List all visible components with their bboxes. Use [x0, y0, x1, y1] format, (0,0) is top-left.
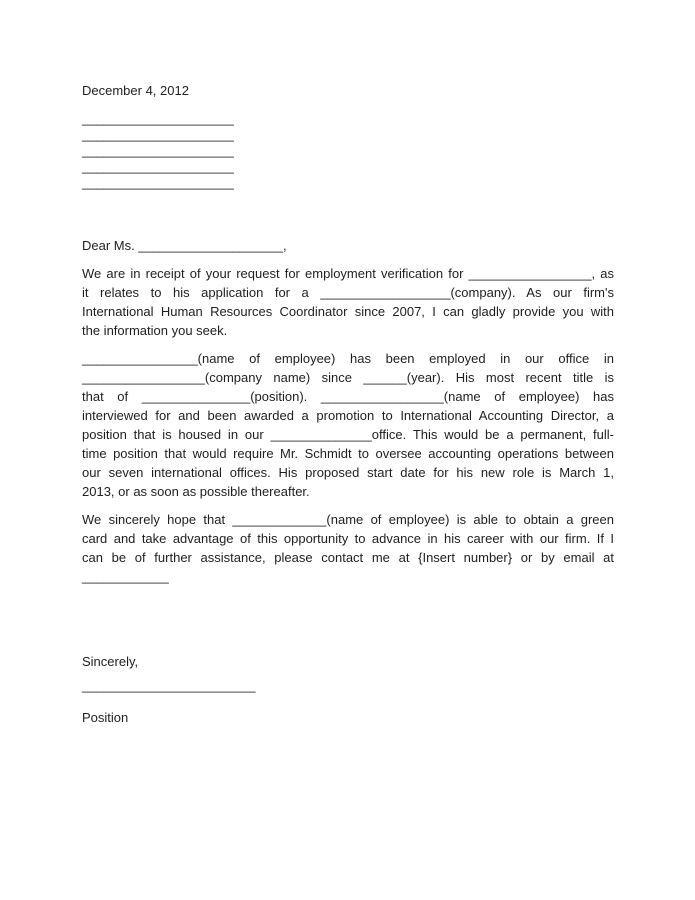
letter-line: ________________(name of employee) has been employed in our office in — [82, 351, 614, 366]
salutation: Dear Ms. ____________________, — [82, 238, 287, 253]
recipient-address-line: _____________________ — [82, 159, 234, 174]
recipient-address-block — [82, 111, 614, 191]
letter-line: that of _______________(position). _________________(name of employee) has — [82, 389, 614, 404]
closing: Sincerely, — [82, 654, 139, 669]
recipient-address-line: _____________________ — [82, 111, 234, 126]
signature-line: ________________________ — [82, 678, 256, 693]
recipient-address-line: _____________________ — [82, 175, 234, 190]
letter-paragraph — [82, 264, 614, 340]
recipient-address-line: _____________________ — [82, 127, 234, 142]
letter-line: position that is housed in our ______________office. This would be a permanent, full- — [82, 427, 614, 442]
letter-line: the information you seek. — [82, 323, 228, 338]
letter-line: card and take advantage of this opportunity to advance in his career with our firm. If I — [82, 531, 614, 546]
letter-line: We are in receipt of your request for employment verification for _________________, as — [82, 266, 614, 281]
letter-line: _________________(company name) since ______(year). His most recent title is — [82, 370, 614, 385]
letter-line: ____________ — [82, 569, 169, 584]
letter-line: interviewed for and been awarded a promotion to International Accounting Director, a — [82, 408, 614, 423]
letter-line: can be of further assistance, please contact me at {Insert number} or by email at — [82, 550, 614, 565]
letter-line: it relates to his application for a __________________(company). As our firm's — [82, 285, 614, 300]
letter-body — [82, 264, 614, 586]
letter-date: December 4, 2012 — [82, 83, 189, 98]
recipient-address-line: _____________________ — [82, 143, 234, 158]
letter-line: 2013, or as soon as possible thereafter. — [82, 484, 310, 499]
letter-line: time position that would require Mr. Schmidt to oversee accounting operations between — [82, 446, 614, 461]
letter-line: We sincerely hope that _____________(name of employee) is able to obtain a green — [82, 512, 614, 527]
sender-position: Position — [82, 710, 129, 725]
letter-paragraph — [82, 349, 614, 501]
letter-paragraph — [82, 510, 614, 586]
letter-line: International Human Resources Coordinator since 2007, I can gladly provide you with — [82, 304, 614, 319]
letter-line: our seven international offices. His proposed start date for his new role is March 1, — [82, 465, 614, 480]
